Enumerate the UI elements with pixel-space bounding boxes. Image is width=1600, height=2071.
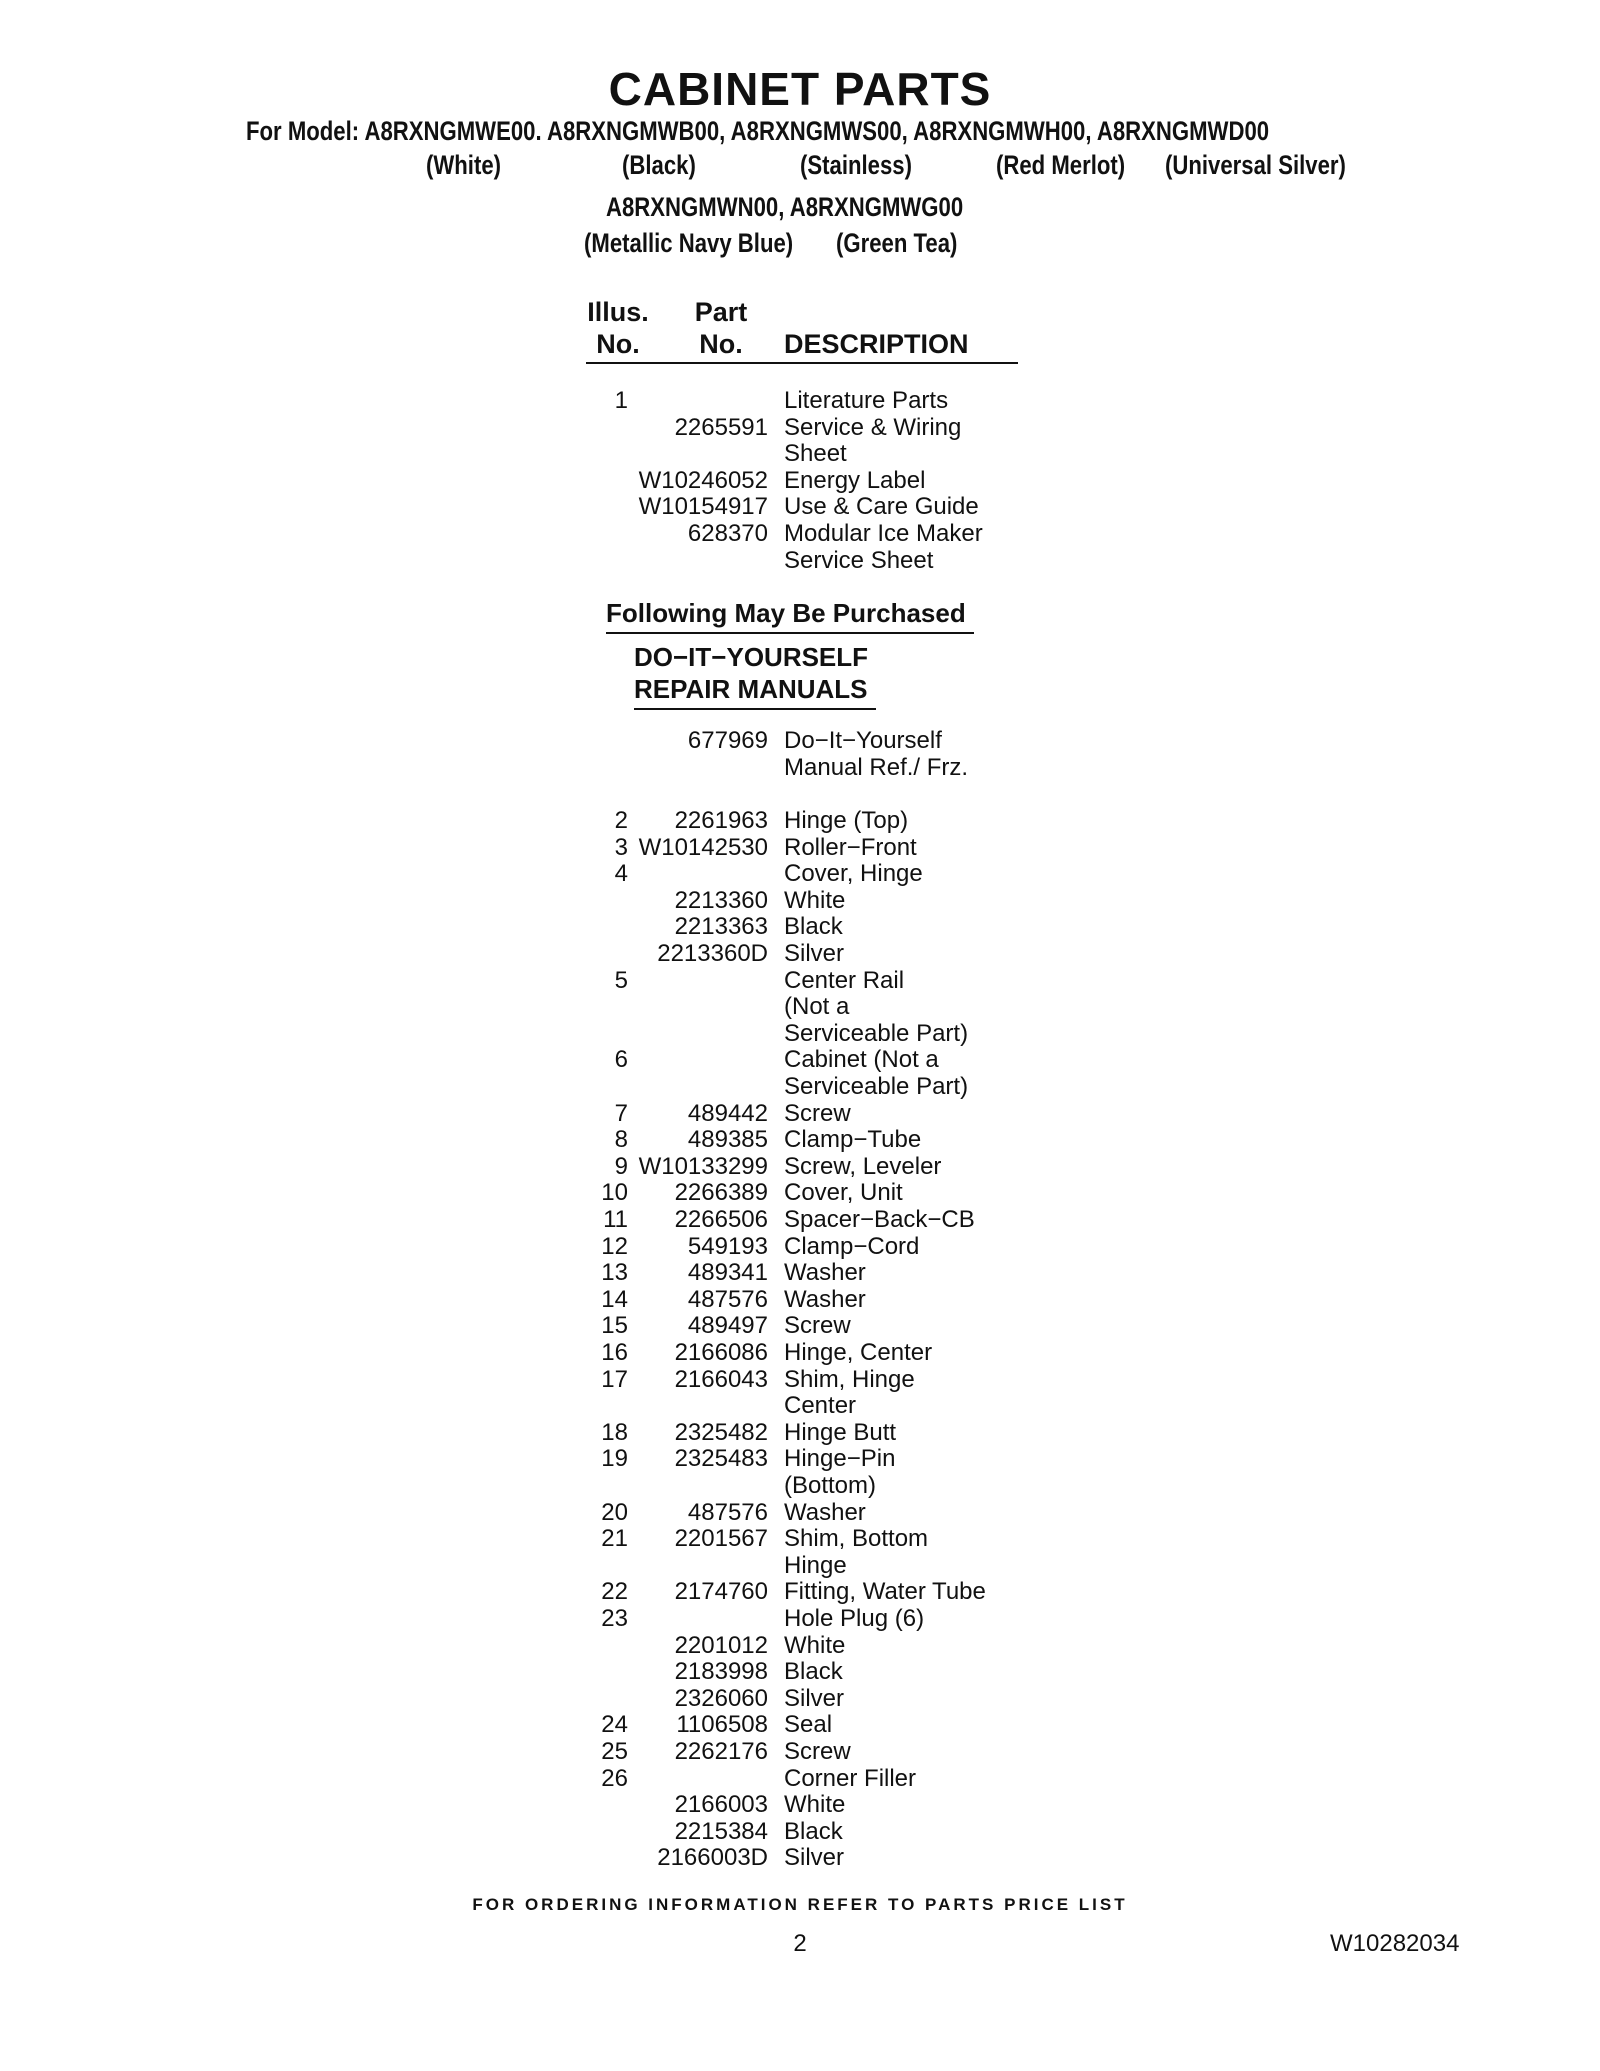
list-item bbox=[0, 1313, 1600, 1339]
list-item bbox=[0, 728, 1600, 754]
part-number: W10246052 bbox=[638, 466, 768, 494]
illus-number: 18 bbox=[601, 1418, 628, 1446]
list-item bbox=[0, 1553, 1600, 1579]
part-description: Cover, Unit bbox=[784, 1179, 903, 1207]
list-item bbox=[0, 1446, 1600, 1472]
list-item bbox=[0, 1180, 1600, 1206]
part-description: Manual Ref./ Frz. bbox=[784, 753, 969, 781]
list-item bbox=[0, 914, 1600, 940]
part-description: White bbox=[784, 1791, 846, 1819]
part-description: Use & Care Guide bbox=[784, 493, 979, 521]
illus-number: 7 bbox=[614, 1099, 628, 1127]
purchase-heading: Following May Be Purchased bbox=[606, 598, 966, 628]
part-description: Clamp−Cord bbox=[784, 1232, 920, 1260]
part-description: Screw bbox=[784, 1312, 851, 1340]
list-item bbox=[0, 1633, 1600, 1659]
part-number: 2215384 bbox=[674, 1817, 768, 1845]
part-header-line-2: No. bbox=[699, 329, 743, 359]
list-item bbox=[0, 1792, 1600, 1818]
part-description: White bbox=[784, 1631, 846, 1659]
part-number: W10154917 bbox=[638, 493, 768, 521]
list-item bbox=[0, 1074, 1600, 1100]
part-number: 2201012 bbox=[674, 1631, 768, 1659]
list-item bbox=[0, 1420, 1600, 1446]
part-description: Shim, Hinge bbox=[784, 1365, 915, 1393]
part-description: Washer bbox=[784, 1259, 866, 1287]
list-item bbox=[0, 1659, 1600, 1685]
part-description: Serviceable Part) bbox=[784, 1073, 969, 1100]
part-description: Cover, Hinge bbox=[784, 860, 923, 888]
part-description: Center Rail bbox=[784, 966, 905, 994]
illus-header-line-1: Illus. bbox=[587, 297, 649, 327]
part-description: Silver bbox=[784, 1844, 845, 1872]
part-number: 2174760 bbox=[674, 1578, 768, 1606]
illus-number: 3 bbox=[614, 833, 628, 861]
part-number: 2213360 bbox=[674, 886, 768, 914]
part-description: Hinge (Top) bbox=[784, 807, 909, 834]
part-number: 677969 bbox=[687, 727, 768, 754]
diy-heading-line-1: DO−IT−YOURSELF bbox=[634, 642, 869, 672]
model-list-line-1: For Model: A8RXNGMWE00. A8RXNGMWB00, A8RXNGMWS00, A8RXNGMWH00, A8RXNGMWD00 bbox=[246, 116, 1270, 146]
color-black: (Black) bbox=[622, 150, 696, 180]
illus-column-header bbox=[575, 296, 661, 360]
part-number: 2266389 bbox=[674, 1179, 768, 1207]
part-description: Roller−Front bbox=[784, 833, 917, 861]
part-description: Fitting, Water Tube bbox=[784, 1578, 986, 1606]
part-number: 487576 bbox=[687, 1498, 768, 1526]
illus-number: 1 bbox=[614, 387, 628, 414]
list-item bbox=[0, 808, 1600, 834]
list-item bbox=[0, 1606, 1600, 1632]
list-item bbox=[0, 1712, 1600, 1738]
color-stainless: (Stainless) bbox=[800, 150, 912, 180]
part-description: Silver bbox=[784, 1684, 845, 1712]
part-description: Service & Wiring bbox=[784, 413, 962, 441]
part-description: Do−It−Yourself bbox=[784, 727, 942, 754]
illus-number: 5 bbox=[614, 966, 628, 994]
list-item bbox=[0, 1819, 1600, 1845]
illus-number: 15 bbox=[601, 1312, 628, 1340]
illus-number: 21 bbox=[601, 1525, 628, 1553]
list-item bbox=[0, 1101, 1600, 1127]
list-item bbox=[0, 1766, 1600, 1792]
part-description: Screw, Leveler bbox=[784, 1152, 942, 1180]
part-description: Black bbox=[784, 913, 843, 941]
illus-number: 10 bbox=[601, 1179, 628, 1207]
part-number: 2262176 bbox=[674, 1738, 768, 1765]
part-description: Corner Filler bbox=[784, 1764, 917, 1792]
part-description: Shim, Bottom bbox=[784, 1525, 929, 1553]
part-number: 2325482 bbox=[674, 1418, 768, 1446]
list-item bbox=[0, 1686, 1600, 1712]
illus-number: 25 bbox=[601, 1738, 628, 1765]
list-item bbox=[0, 835, 1600, 861]
part-description: Washer bbox=[784, 1285, 866, 1313]
list-item bbox=[0, 941, 1600, 967]
part-description: Washer bbox=[784, 1498, 866, 1526]
part-description: (Bottom) bbox=[784, 1472, 877, 1499]
part-number: 2325483 bbox=[674, 1445, 768, 1473]
list-item bbox=[0, 1393, 1600, 1419]
part-number: 2213360D bbox=[657, 940, 768, 967]
part-number: 489385 bbox=[687, 1126, 768, 1154]
part-description: Modular Ice Maker bbox=[784, 520, 983, 547]
part-number: 489497 bbox=[687, 1312, 768, 1340]
part-description: Energy Label bbox=[784, 466, 926, 494]
illus-number: 9 bbox=[614, 1152, 628, 1180]
part-description: Service Sheet bbox=[784, 546, 934, 574]
part-number: 1106508 bbox=[676, 1711, 768, 1739]
list-item bbox=[0, 1154, 1600, 1180]
list-item bbox=[0, 1021, 1600, 1047]
illus-header-line-2: No. bbox=[596, 329, 640, 359]
document-number: W10282034 bbox=[1330, 1930, 1460, 1957]
part-description: Serviceable Part) bbox=[784, 1019, 969, 1047]
list-item bbox=[0, 1500, 1600, 1526]
list-item bbox=[0, 861, 1600, 887]
part-description: Black bbox=[784, 1817, 843, 1845]
color-white: (White) bbox=[426, 150, 502, 180]
part-description: White bbox=[784, 886, 846, 914]
list-item bbox=[0, 1367, 1600, 1393]
illus-number: 14 bbox=[601, 1285, 628, 1313]
list-item bbox=[0, 968, 1600, 994]
list-item bbox=[0, 1526, 1600, 1552]
part-number: W10142530 bbox=[638, 833, 768, 861]
part-number: 2166003 bbox=[674, 1791, 768, 1819]
color-green-tea: (Green Tea) bbox=[836, 228, 958, 258]
list-item bbox=[0, 1579, 1600, 1605]
list-item bbox=[0, 1473, 1600, 1499]
list-item bbox=[0, 494, 1600, 520]
list-item bbox=[0, 548, 1600, 574]
list-item bbox=[0, 415, 1600, 441]
part-description: Hole Plug (6) bbox=[784, 1605, 925, 1632]
part-number: 2183998 bbox=[674, 1658, 768, 1686]
list-item bbox=[0, 388, 1600, 414]
part-description: Hinge, Center bbox=[784, 1339, 933, 1366]
part-number: 2326060 bbox=[674, 1684, 768, 1712]
part-number: W10133299 bbox=[638, 1152, 768, 1180]
part-number: 628370 bbox=[687, 520, 768, 547]
purchase-heading-rule bbox=[606, 632, 974, 634]
illus-number: 19 bbox=[601, 1445, 628, 1473]
list-item bbox=[0, 1340, 1600, 1366]
list-item bbox=[0, 1739, 1600, 1765]
part-description: Clamp−Tube bbox=[784, 1126, 922, 1154]
part-description: Sheet bbox=[784, 440, 847, 468]
list-item bbox=[0, 755, 1600, 781]
part-number: 489341 bbox=[687, 1259, 768, 1287]
part-number: 2166086 bbox=[674, 1339, 768, 1366]
illus-number: 11 bbox=[603, 1206, 628, 1233]
part-description: Spacer−Back−CB bbox=[784, 1206, 975, 1233]
part-number: 2201567 bbox=[674, 1525, 768, 1553]
part-column-header bbox=[678, 296, 764, 360]
part-number: 2166003D bbox=[657, 1844, 768, 1872]
illus-number: 17 bbox=[601, 1365, 628, 1393]
page-title: CABINET PARTS bbox=[608, 63, 992, 115]
part-description: Seal bbox=[784, 1711, 833, 1739]
part-description: Center bbox=[784, 1392, 857, 1420]
illus-number: 6 bbox=[614, 1046, 628, 1074]
part-number: 489442 bbox=[687, 1099, 768, 1127]
part-number: 487576 bbox=[687, 1285, 768, 1313]
page-number: 2 bbox=[793, 1930, 807, 1957]
part-description: Silver bbox=[784, 940, 845, 967]
illus-number: 12 bbox=[601, 1232, 628, 1260]
list-item bbox=[0, 1047, 1600, 1073]
list-item bbox=[0, 521, 1600, 547]
part-header-line-1: Part bbox=[694, 297, 748, 327]
diy-heading-rule bbox=[634, 708, 876, 710]
illus-number: 8 bbox=[614, 1126, 628, 1154]
illus-number: 26 bbox=[601, 1764, 628, 1792]
part-description: Screw bbox=[784, 1738, 851, 1765]
part-number: 2265591 bbox=[674, 413, 768, 441]
part-description: Hinge Butt bbox=[784, 1418, 897, 1446]
illus-number: 13 bbox=[601, 1259, 628, 1287]
list-item bbox=[0, 1127, 1600, 1153]
list-item bbox=[0, 1845, 1600, 1871]
illus-number: 2 bbox=[614, 807, 628, 834]
part-description: Black bbox=[784, 1658, 843, 1686]
part-description: Cabinet (Not a bbox=[784, 1046, 939, 1074]
color-red-merlot: (Red Merlot) bbox=[996, 150, 1126, 180]
description-column-header: DESCRIPTION bbox=[784, 329, 969, 359]
list-item bbox=[0, 468, 1600, 494]
part-number: 2266506 bbox=[674, 1206, 768, 1233]
color-metallic-navy-blue: (Metallic Navy Blue) bbox=[584, 228, 794, 258]
part-description: Literature Parts bbox=[784, 387, 949, 414]
part-description: (Not a bbox=[784, 993, 850, 1021]
list-item bbox=[0, 888, 1600, 914]
illus-number: 24 bbox=[601, 1711, 628, 1739]
color-universal-silver: (Universal Silver) bbox=[1165, 150, 1346, 180]
list-item bbox=[0, 441, 1600, 467]
part-number: 2166043 bbox=[674, 1365, 768, 1393]
illus-number: 16 bbox=[601, 1339, 628, 1366]
part-description: Hinge−Pin bbox=[784, 1445, 896, 1473]
part-number: 549193 bbox=[687, 1232, 768, 1260]
header-rule bbox=[586, 362, 1018, 364]
illus-number: 4 bbox=[614, 860, 628, 888]
part-description: Screw bbox=[784, 1099, 851, 1127]
list-item bbox=[0, 1234, 1600, 1260]
list-item bbox=[0, 1207, 1600, 1233]
list-item bbox=[0, 1260, 1600, 1286]
part-number: 2213363 bbox=[674, 913, 768, 941]
part-description: Hinge bbox=[784, 1551, 847, 1579]
illus-number: 20 bbox=[601, 1498, 628, 1526]
illus-number: 22 bbox=[601, 1578, 628, 1606]
model-list-line-2: A8RXNGMWN00, A8RXNGMWG00 bbox=[606, 192, 964, 222]
list-item bbox=[0, 994, 1600, 1020]
diy-heading-line-2: REPAIR MANUALS bbox=[634, 674, 868, 704]
list-item bbox=[0, 1287, 1600, 1313]
ordering-note: FOR ORDERING INFORMATION REFER TO PARTS PRICE LIST bbox=[472, 1895, 1128, 1914]
part-number: 2261963 bbox=[674, 807, 768, 834]
illus-number: 23 bbox=[601, 1605, 628, 1632]
